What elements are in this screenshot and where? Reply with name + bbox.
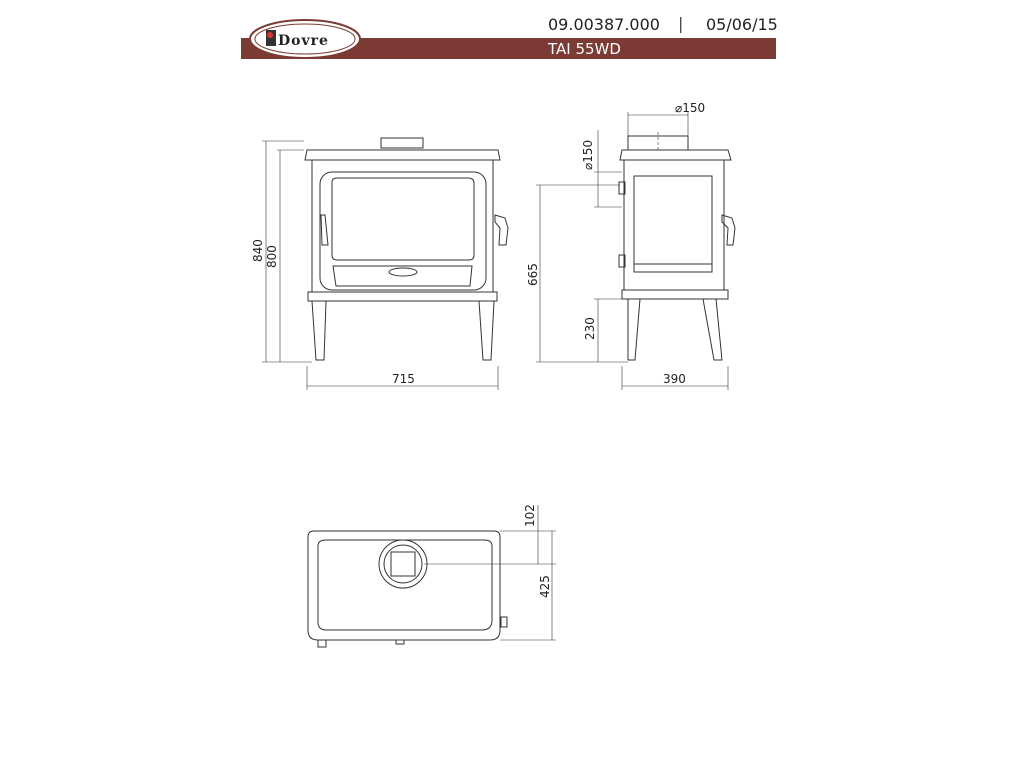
dim-diameter-150-top: ⌀150 — [675, 101, 706, 115]
dim-715: 715 — [392, 372, 415, 386]
front-view — [262, 138, 508, 390]
dim-390: 390 — [663, 372, 686, 386]
dim-230: 230 — [583, 317, 597, 340]
logo-text: Dovre — [278, 33, 329, 49]
dim-425: 425 — [538, 575, 552, 598]
model-name: TAI 55WD — [548, 40, 621, 58]
side-view — [536, 112, 735, 390]
header-separator: | — [678, 14, 684, 33]
doc-number: 09.00387.000 — [548, 15, 660, 34]
dim-diameter-150-side: ⌀150 — [581, 139, 595, 170]
dim-665: 665 — [526, 263, 540, 286]
top-view — [308, 505, 556, 647]
dim-102: 102 — [523, 504, 537, 527]
dim-800: 800 — [265, 245, 279, 268]
dim-840: 840 — [251, 239, 265, 262]
doc-date: 05/06/15 — [706, 15, 778, 34]
